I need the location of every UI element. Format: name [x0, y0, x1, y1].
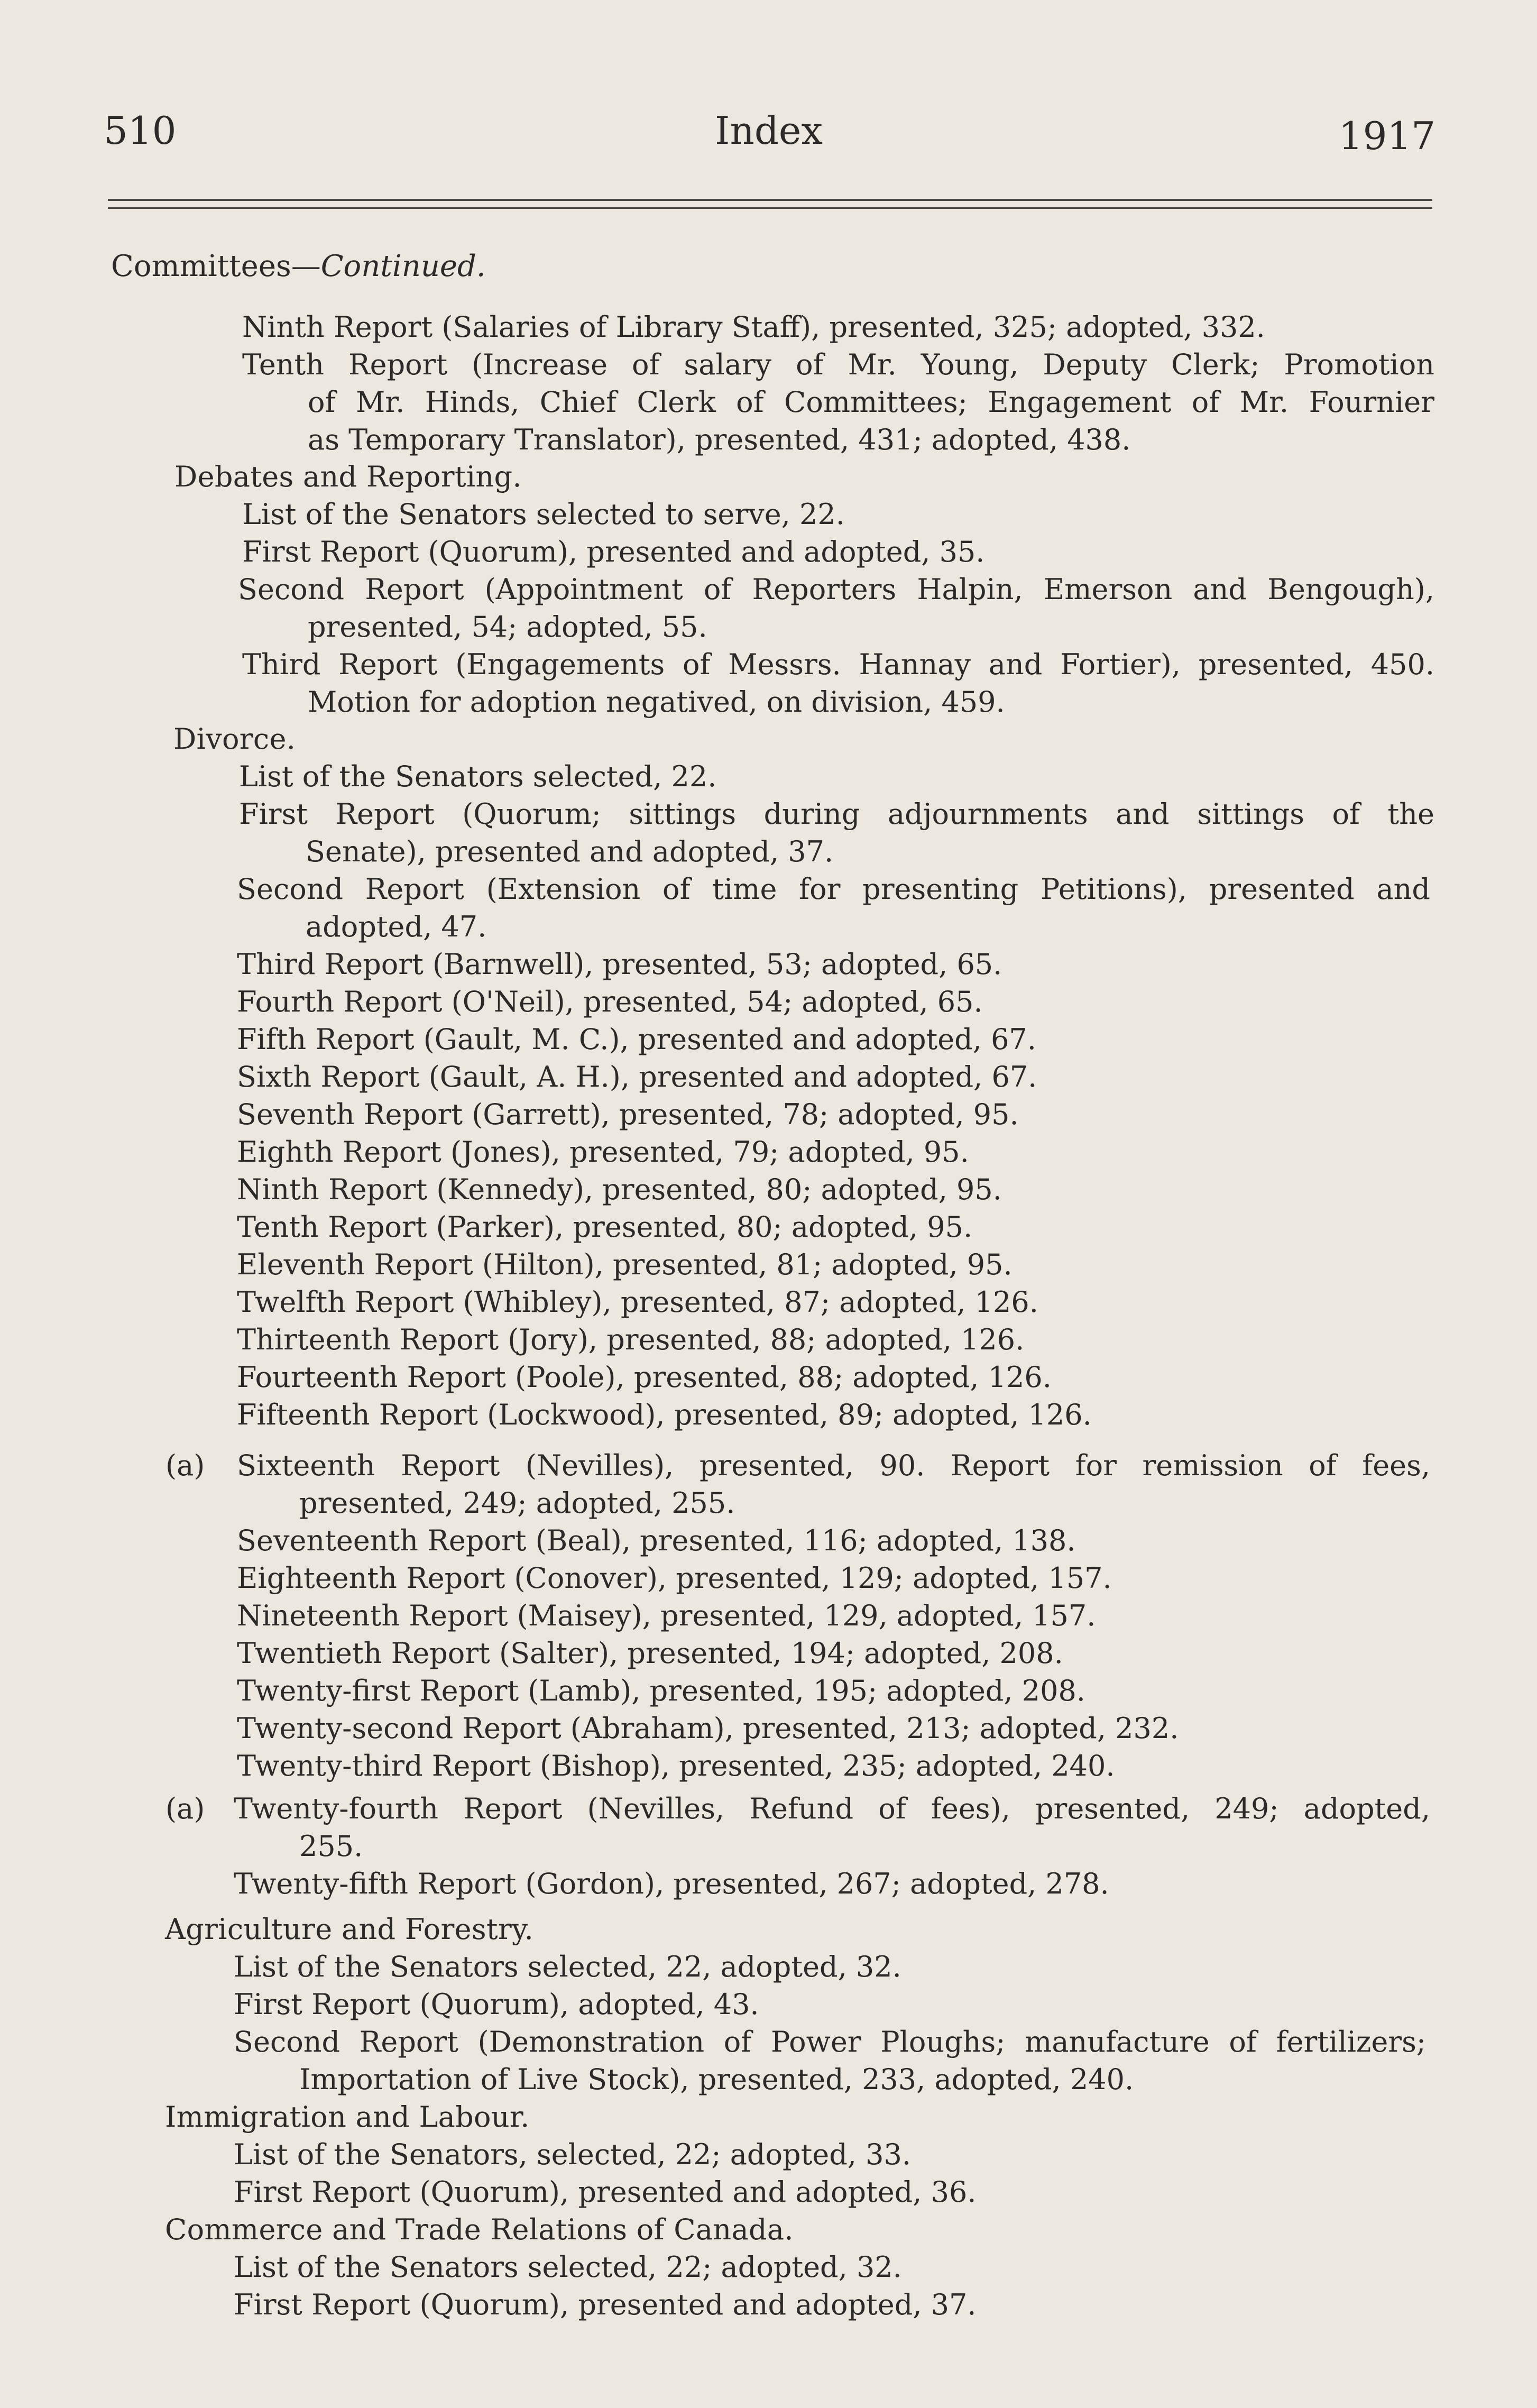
subsection-heading: Commerce and Trade Relations of Canada.	[165, 2213, 794, 2246]
index-line: presented, 249; adopted, 255.	[299, 1486, 735, 1520]
index-line: as Temporary Translator), presented, 431; adopted, 438.	[308, 423, 1131, 456]
index-line: List of the Senators selected to serve, 22.	[242, 498, 845, 531]
page-title: Index	[715, 108, 823, 153]
index-line: Fourteenth Report (Poole), presented, 88; adopted, 126.	[237, 1361, 1052, 1394]
section-heading: Committees—Continued.	[111, 249, 486, 283]
header-rule-bottom	[108, 207, 1432, 209]
index-line: Third Report (Engagements of Messrs. Hannay and Fortier), presented, 450.	[242, 648, 1434, 681]
index-line: Third Report (Barnwell), presented, 53; adopted, 65.	[237, 948, 1002, 981]
index-line: Second Report (Appointment of Reporters Halpin, Emerson and Bengough),	[238, 573, 1434, 606]
index-line: Fifteenth Report (Lockwood), presented, 89; adopted, 126.	[237, 1398, 1092, 1431]
index-line: First Report (Quorum), presented and adopted, 37.	[234, 2288, 977, 2321]
index-line: Motion for adoption negatived, on division, 459.	[308, 685, 1005, 719]
index-line: List of the Senators selected, 22.	[239, 760, 717, 793]
index-line: Second Report (Extension of time for presenting Petitions), presented and	[237, 872, 1430, 906]
index-line: Eleventh Report (Hilton), presented, 81; adopted, 95.	[237, 1248, 1013, 1281]
index-line: Twelfth Report (Whibley), presented, 87; adopted, 126.	[237, 1285, 1038, 1319]
index-line: First Report (Quorum; sittings during adjournments and sittings of the	[239, 797, 1434, 831]
index-line: of Mr. Hinds, Chief Clerk of Committees; Engagement of Mr. Fournier	[308, 385, 1434, 419]
page-number: 510	[104, 108, 177, 153]
index-line: Sixteenth Report (Nevilles), presented, 90. Report for remission of fees,	[237, 1449, 1430, 1482]
subsection-heading: Divorce.	[173, 722, 296, 756]
subsection-heading: Debates and Reporting.	[174, 460, 522, 493]
note-marker: (a)	[165, 1792, 205, 1825]
index-line: Twenty-fourth Report (Nevilles, Refund of fees), presented, 249; adopted,	[234, 1792, 1430, 1825]
index-line: Fourth Report (O'Neil), presented, 54; adopted, 65.	[237, 985, 983, 1018]
index-line: Second Report (Demonstration of Power Ploughs; manufacture of fertilizers;	[234, 2025, 1426, 2058]
subsection-heading: Agriculture and Forestry.	[165, 1913, 534, 1946]
subsection-heading: Immigration and Labour.	[165, 2100, 530, 2134]
index-line: Seventh Report (Garrett), presented, 78; adopted, 95.	[237, 1098, 1019, 1131]
index-line: List of the Senators selected, 22; adopted, 32.	[234, 2250, 902, 2284]
index-line: Twenty-second Report (Abraham), presented, 213; adopted, 232.	[237, 1712, 1179, 1745]
index-line: Ninth Report (Kennedy), presented, 80; adopted, 95.	[237, 1173, 1002, 1206]
index-line: Eighteenth Report (Conover), presented, 129; adopted, 157.	[237, 1561, 1112, 1595]
index-line: Ninth Report (Salaries of Library Staff), presented, 325; adopted, 332.	[242, 310, 1265, 344]
header-rule-top	[108, 199, 1432, 201]
index-line: Eighth Report (Jones), presented, 79; adopted, 95.	[237, 1135, 969, 1169]
note-marker: (a)	[165, 1449, 205, 1482]
index-line: Nineteenth Report (Maisey), presented, 129, adopted, 157.	[237, 1599, 1096, 1632]
index-line: Fifth Report (Gault, M. C.), presented and adopted, 67.	[237, 1023, 1036, 1056]
index-line: List of the Senators, selected, 22; adopted, 33.	[234, 2138, 911, 2171]
index-line: First Report (Quorum), presented and adopted, 36.	[234, 2175, 977, 2209]
index-line: Twenty-third Report (Bishop), presented, 235; adopted, 240.	[237, 1749, 1115, 1782]
index-line: Senate), presented and adopted, 37.	[306, 835, 834, 868]
index-line: Twentieth Report (Salter), presented, 194; adopted, 208.	[237, 1637, 1063, 1670]
index-line: Tenth Report (Increase of salary of Mr. Young, Deputy Clerk; Promotion	[242, 348, 1434, 381]
index-line: Twenty-first Report (Lamb), presented, 195; adopted, 208.	[237, 1674, 1085, 1707]
index-line: presented, 54; adopted, 55.	[308, 610, 707, 644]
index-line: Importation of Live Stock), presented, 233, adopted, 240.	[299, 2063, 1134, 2096]
running-head	[0, 108, 1537, 161]
index-line: adopted, 47.	[306, 910, 487, 943]
index-line: First Report (Quorum), presented and adopted, 35.	[242, 535, 985, 568]
index-line: Seventeenth Report (Beal), presented, 116; adopted, 138.	[237, 1524, 1076, 1557]
index-line: Thirteenth Report (Jory), presented, 88; adopted, 126.	[237, 1323, 1025, 1356]
index-line: Twenty-fifth Report (Gordon), presented, 267; adopted, 278.	[234, 1867, 1109, 1900]
index-line: 255.	[299, 1830, 363, 1863]
index-line: List of the Senators selected, 22, adopted, 32.	[234, 1950, 901, 1983]
index-line: First Report (Quorum), adopted, 43.	[234, 1988, 759, 2021]
index-line: Sixth Report (Gault, A. H.), presented and adopted, 67.	[237, 1060, 1037, 1093]
index-line: Tenth Report (Parker), presented, 80; adopted, 95.	[237, 1210, 973, 1244]
year: 1917	[1338, 114, 1435, 158]
